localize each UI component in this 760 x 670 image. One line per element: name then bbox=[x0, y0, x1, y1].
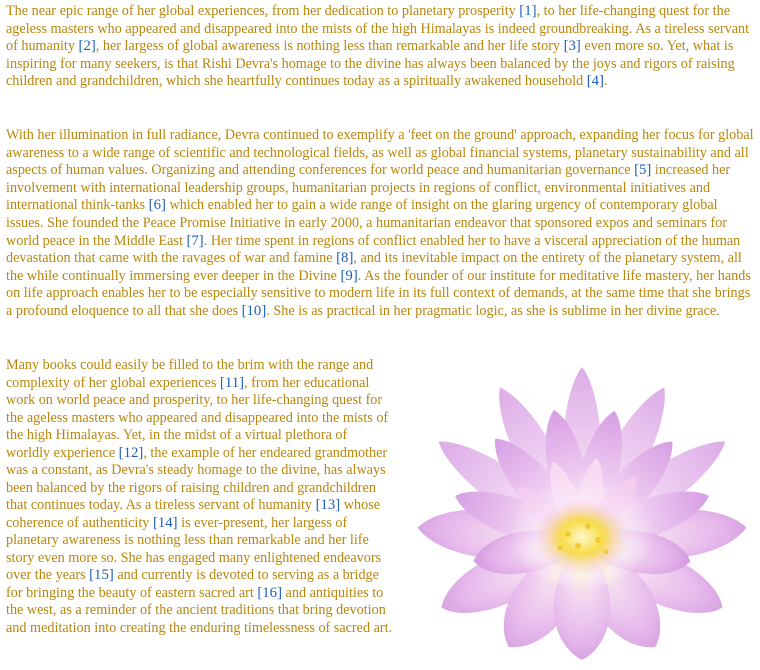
paragraph-1 bbox=[6, 3, 756, 91]
reference-link[interactable]: [3] bbox=[563, 38, 581, 55]
paragraph-text: , and its inevitable impact on the entirety of the planetary system, all the while continually immersing ever deeper in the Divine bbox=[6, 250, 742, 284]
reference-link[interactable]: [5] bbox=[634, 162, 652, 179]
reference-link[interactable]: [9] bbox=[340, 267, 358, 284]
reference-link[interactable]: [8] bbox=[336, 250, 354, 267]
paragraph-text: The near epic range of her global experiences, from her dedication to planetary prosperity bbox=[6, 3, 520, 19]
paragraph-text: even more so. Yet, what is inspiring for many seekers, is that Rishi Devra's homage to the divine has always been balanced by the joys and rigors of raising children and grandchildren, which she heartfully continues today as a spiritually awakened household bbox=[6, 38, 735, 90]
reference-link[interactable]: [2] bbox=[78, 38, 96, 55]
reference-link[interactable]: [1] bbox=[519, 3, 537, 19]
reference-link[interactable]: [4] bbox=[586, 73, 604, 90]
paragraph-text: and currently is devoted to serving as a bridge for bringing the beauty of eastern sacred art bbox=[6, 567, 379, 601]
lotus-flower-image bbox=[402, 352, 754, 668]
paragraph-text: is ever-present, her largess of planetary awareness is nothing less than remarkable and her life story even more so. She has engaged many enlightened endeavors over the years bbox=[6, 514, 382, 583]
reference-link[interactable]: [10] bbox=[241, 302, 267, 319]
paragraph-text: increased her involvement with international leadership groups, humanitarian projects in regions of conflict, environmental initiatives and international think-tanks bbox=[6, 162, 731, 214]
paragraph-text: which enabled her to gain a wide range of insight on the glaring urgency of contemporary global issues. She founded the Peace Promise Initiative in early 2000, a humanitarian endeavor that sponsored expos and seminars for world peace in the Middle East bbox=[6, 197, 728, 249]
lotus-petals bbox=[416, 367, 749, 663]
paragraph-3 bbox=[6, 357, 394, 637]
lotus-center bbox=[534, 499, 630, 575]
paragraph-text: , her largess of global awareness is nothing less than remarkable and her life story bbox=[95, 38, 564, 55]
paragraph-text: Many books could easily be filled to the brim with the range and complexity of her global experiences bbox=[6, 357, 374, 391]
paragraph-text: , from her educational work on world peace and prosperity, to her life-changing quest for the ageless masters who appeared and disappeared into the mists of the high Himalayas. Yet, in the midst of a virtual plethora of worldly experience bbox=[6, 374, 389, 461]
reference-link[interactable]: [14] bbox=[152, 514, 178, 531]
paragraph-text: . She is as practical in her pragmatic logic, as she is sublime in her divine grace. bbox=[266, 302, 720, 319]
paragraph-text: , to her life-changing quest for the ageless masters who appeared and disappeared into the mists of the high Himalayas is indeed groundbreaking. As a tireless servant of humanity bbox=[6, 3, 750, 55]
reference-link[interactable]: [7] bbox=[186, 232, 204, 249]
paragraph-text: , the example of her endeared grandmother was a constant, as Devra's steady homage to the divine, has always been balanced by the rigors of raising children and grandchildren that continues today. As a tireless servant of humanity bbox=[6, 444, 388, 513]
reference-link[interactable]: [16] bbox=[257, 584, 282, 601]
reference-link[interactable]: [15] bbox=[89, 567, 114, 583]
reference-link[interactable]: [11] bbox=[219, 374, 245, 391]
paragraph-text: whose coherence of authenticity bbox=[6, 497, 381, 531]
paragraph-text: and antiquities to the west, as a reminder of the ancient traditions that bring devotion and meditation into creating the enduring timelessness of sacred art. bbox=[6, 584, 393, 636]
paragraph-2 bbox=[6, 127, 756, 321]
paragraph-text: With her illumination in full radiance, Devra continued to exemplify a 'feet on the ground' approach, expanding her focus for global awareness to a wide range of scientific and technological fields, as well as global financial systems, planetary sustainability and all aspects of human values. Organizing and attending conferences for world peace and humanitarian governance bbox=[6, 127, 754, 179]
reference-link[interactable]: [6] bbox=[148, 197, 166, 214]
reference-link[interactable]: [13] bbox=[315, 497, 341, 513]
paragraph-text: . Her time spent in regions of conflict enabled her to have a visceral appreciation of the human devastation that came with the ravages of war and famine bbox=[6, 232, 741, 267]
paragraph-text: . As the founder of our institute for meditative life mastery, her hands on life approach enables her to be especially sensitive to modern life in its full context of demands, at the same time that she brings a profound eloquence to all that she does bbox=[6, 267, 751, 319]
paragraph-text: . bbox=[604, 73, 608, 90]
reference-link[interactable]: [12] bbox=[118, 444, 144, 461]
